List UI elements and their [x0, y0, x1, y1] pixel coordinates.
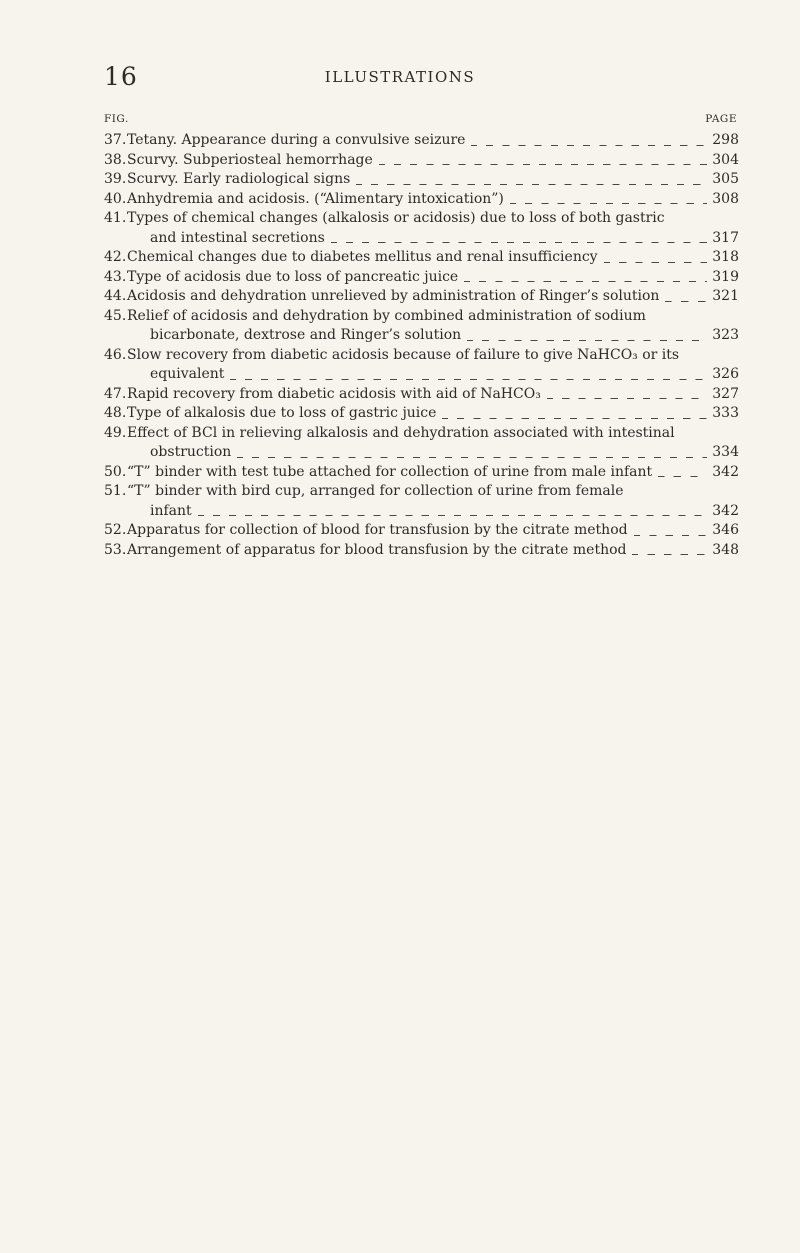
- entry-line: [104, 541, 739, 561]
- entry-title: Scurvy. Early radiological signs: [127, 171, 351, 187]
- entry-line: [104, 385, 739, 405]
- page-reference: 346: [712, 522, 739, 538]
- entry-title: Type of alkalosis due to loss of gastric juice: [127, 405, 437, 421]
- entry-line: [104, 365, 739, 385]
- list-entry: [104, 151, 739, 171]
- list-entry: [104, 385, 739, 405]
- page-reference: 327: [712, 385, 739, 402]
- entry-title: Rapid recovery from diabetic acidosis with aid of NaHCO₃: [127, 385, 541, 402]
- figure-number: 39.: [104, 171, 127, 187]
- page-number: 16: [104, 62, 138, 91]
- figure-number: 40.: [104, 190, 127, 207]
- figure-number: 53.: [104, 541, 127, 558]
- entry-title: bicarbonate, dextrose and Ringer’s solution: [150, 327, 462, 343]
- fig-column-label: FIG.: [104, 113, 129, 125]
- page-reference: 326: [712, 366, 739, 382]
- entry-title: Anhydremia and acidosis. (“Alimentary intoxication”): [127, 190, 504, 207]
- entry-line: [104, 307, 739, 327]
- entry-title: Type of acidosis due to loss of pancreatic juice: [127, 268, 459, 285]
- dot-leader: [331, 241, 707, 243]
- list-entry: [104, 521, 739, 541]
- figure-number: 42.: [104, 249, 127, 265]
- figure-number: 47.: [104, 385, 127, 402]
- dot-leader: [634, 534, 707, 536]
- entry-line: [104, 229, 739, 249]
- running-title: ILLUSTRATIONS: [324, 68, 476, 86]
- entry-line: [104, 463, 739, 483]
- dot-leader: [379, 163, 707, 165]
- dot-leader: [471, 144, 707, 146]
- list-entry: [104, 287, 739, 307]
- entry-line: [104, 131, 739, 151]
- list-entry: [104, 307, 739, 346]
- page-reference: 319: [712, 268, 739, 285]
- entry-line: [104, 151, 739, 171]
- entry-title: Relief of acidosis and dehydration by combined administration of sodium: [127, 307, 646, 324]
- dot-leader: [632, 553, 707, 555]
- list-entry: [104, 170, 739, 190]
- page-reference: 342: [712, 502, 739, 519]
- figure-number: 45.: [104, 307, 127, 324]
- page-reference: 304: [712, 151, 739, 168]
- entry-line: [104, 521, 739, 541]
- page-reference: 318: [712, 249, 739, 265]
- entry-title: equivalent: [150, 366, 225, 382]
- list-entry: [104, 404, 739, 424]
- dot-leader: [198, 514, 707, 516]
- dot-leader: [467, 339, 707, 341]
- figure-number: 48.: [104, 405, 127, 421]
- page-reference: 342: [712, 463, 739, 480]
- figure-number: 43.: [104, 268, 127, 285]
- entry-title: Scurvy. Subperiosteal hemorrhage: [127, 151, 373, 168]
- entry-title: Chemical changes due to diabetes mellitus and renal insufficiency: [127, 249, 598, 265]
- figure-number: 50.: [104, 463, 127, 480]
- page-reference: 334: [712, 444, 739, 460]
- dot-leader: [604, 261, 707, 263]
- page-reference: 298: [712, 132, 739, 148]
- list-entry: [104, 424, 739, 463]
- entry-line: [104, 404, 739, 424]
- entry-title: Effect of BCl in relieving alkalosis and dehydration associated with intestinal: [127, 424, 675, 441]
- dot-leader: [237, 456, 707, 458]
- entry-line: [104, 346, 739, 366]
- page-reference: 305: [712, 171, 739, 187]
- entry-title: and intestinal secretions: [150, 229, 325, 246]
- dot-leader: [230, 378, 707, 380]
- list-entry: [104, 248, 739, 268]
- entry-line: [104, 443, 739, 463]
- dot-leader: [356, 183, 707, 185]
- page-reference: 317: [712, 229, 739, 246]
- figure-number: 41.: [104, 210, 127, 226]
- entry-line: [104, 170, 739, 190]
- figure-number: 51.: [104, 483, 127, 499]
- dot-leader: [442, 417, 707, 419]
- entry-title: Acidosis and dehydration unrelieved by administration of Ringer’s solution: [127, 288, 660, 304]
- list-entry: [104, 346, 739, 385]
- list-entry: [104, 268, 739, 288]
- figure-number: 49.: [104, 424, 127, 441]
- entry-title: Slow recovery from diabetic acidosis because of failure to give NaHCO₃ or its: [127, 346, 680, 363]
- entry-title: obstruction: [150, 444, 232, 460]
- dot-leader: [665, 300, 707, 302]
- entry-title: infant: [150, 502, 192, 519]
- dot-leader: [464, 280, 707, 282]
- page-reference: 333: [712, 405, 739, 421]
- page-reference: 321: [712, 288, 739, 304]
- entry-line: [104, 287, 739, 307]
- page-reference: 348: [712, 541, 739, 558]
- page-column-label: PAGE: [705, 113, 737, 125]
- page-reference: 308: [712, 190, 739, 207]
- list-entry: [104, 482, 739, 521]
- figure-number: 52.: [104, 522, 127, 538]
- list-entry: [104, 463, 739, 483]
- entry-title: Types of chemical changes (alkalosis or acidosis) due to loss of both gastric: [127, 210, 665, 226]
- figure-number: 37.: [104, 132, 127, 148]
- figure-number: 44.: [104, 288, 127, 304]
- entry-title: Arrangement of apparatus for blood transfusion by the citrate method: [127, 541, 627, 558]
- dot-leader: [658, 475, 707, 477]
- illustrations-list: [104, 131, 739, 560]
- entry-line: [104, 248, 739, 268]
- dot-leader: [510, 202, 707, 204]
- entry-line: [104, 424, 739, 444]
- entry-line: [104, 326, 739, 346]
- list-entry: [104, 131, 739, 151]
- entry-line: [104, 502, 739, 522]
- list-entry: [104, 209, 739, 248]
- list-entry: [104, 190, 739, 210]
- entry-title: Apparatus for collection of blood for transfusion by the citrate method: [127, 522, 628, 538]
- page-reference: 323: [712, 327, 739, 343]
- entry-title: “T” binder with test tube attached for collection of urine from male infant: [127, 463, 653, 480]
- entry-line: [104, 268, 739, 288]
- entry-line: [104, 209, 739, 229]
- dot-leader: [547, 397, 707, 399]
- entry-title: “T” binder with bird cup, arranged for collection of urine from female: [127, 483, 624, 499]
- entry-title: Tetany. Appearance during a convulsive seizure: [127, 132, 466, 148]
- list-entry: [104, 541, 739, 561]
- entry-line: [104, 482, 739, 502]
- figure-number: 46.: [104, 346, 127, 363]
- figure-number: 38.: [104, 151, 127, 168]
- entry-line: [104, 190, 739, 210]
